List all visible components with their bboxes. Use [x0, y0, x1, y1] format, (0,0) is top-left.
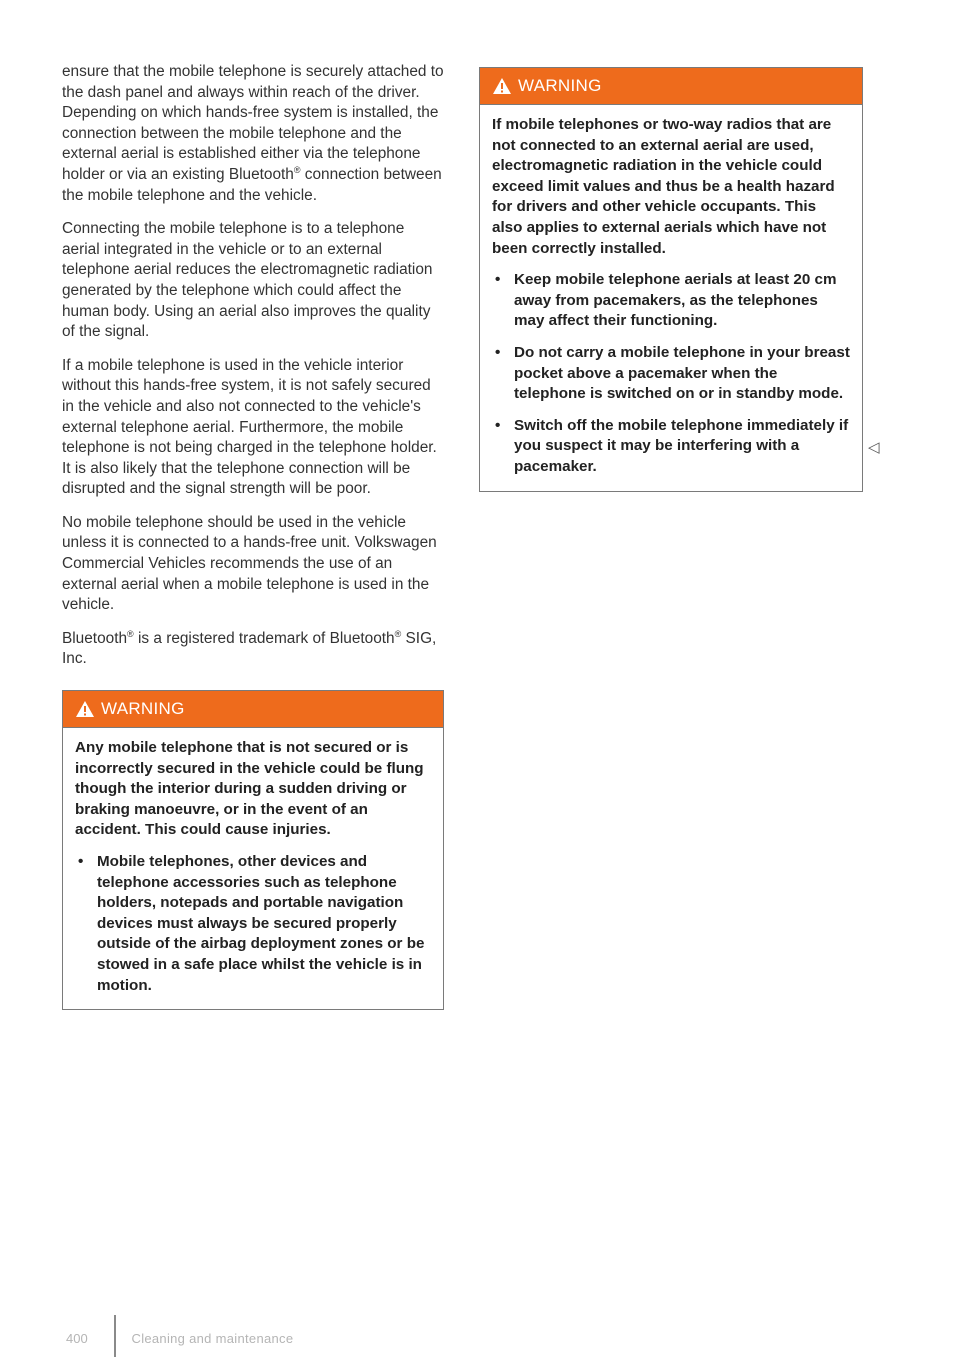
end-of-section-icon: ◁	[868, 439, 880, 456]
warning-body	[480, 105, 862, 491]
warning-header	[480, 68, 862, 105]
warning-box-left	[62, 690, 444, 1010]
paragraph-hands-free: ensure that the mobile telephone is securely attached to the dash panel and always within reach of the driver. Depending on which hands-free system is installed, the connection between the mobile telephone and the external aerial is established either via the telephone holder or via an existing Bluetooth® connection between the mobile telephone and the vehicle.	[62, 63, 444, 204]
section-title: Cleaning and maintenance	[131, 1331, 294, 1346]
warning-bullet: • Keep mobile telephone aerials at least 20 cm away from pacemakers, as the telephones may affect their functioning.	[495, 271, 837, 330]
paragraph-interior-use: If a mobile telephone is used in the vehicle interior without this hands-free system, it is not safely secured in the vehicle and also not connected to the vehicle's external telephone aerial. Furthermore, the mobile telephone is not being charged in the telephone holder. It is also likely that the telephone connection will be disrupted and the signal strength will be poor.	[62, 356, 437, 498]
warning-bullet: • Do not carry a mobile telephone in your breast pocket above a pacemaker when the telephone is switched on or in standby mode.	[495, 343, 850, 403]
right-column	[479, 67, 863, 492]
left-column	[62, 62, 444, 1010]
warning-body	[63, 728, 443, 1009]
warning-bullet: • Switch off the mobile telephone immediately if you suspect it may be interfering with a pacemaker.	[495, 416, 849, 475]
page-footer	[66, 1315, 293, 1357]
warning-intro: Any mobile telephone that is not secured or is incorrectly secured in the vehicle could be flung though the interior during a sudden driving or braking manoeuvre, or in the event of an accident. This could cause injuries.	[75, 739, 424, 839]
warning-box-right	[479, 67, 863, 492]
paragraph-trademark: Bluetooth® is a registered trademark of Bluetooth® SIG, Inc.	[62, 628, 437, 668]
paragraph-aerial: Connecting the mobile telephone is to a telephone aerial integrated in the vehicle or to an external telephone aerial reduces the electromagnetic radiation generated by the telephone which could affect the human body. Using an aerial also improves the quality of the signal.	[62, 220, 433, 341]
warning-triangle-icon	[492, 77, 512, 95]
warning-title: WARNING	[101, 699, 185, 719]
warning-header	[63, 691, 443, 728]
footer-divider	[114, 1315, 116, 1357]
warning-triangle-icon	[75, 700, 95, 718]
paragraph-recommendation: No mobile telephone should be used in the vehicle unless it is connected to a hands-free unit. Volkswagen Commercial Vehicles recommends the use of an external aerial when a mobile telephone is used in the vehicle.	[62, 513, 437, 614]
page-number: 400	[66, 1331, 88, 1346]
warning-intro: If mobile telephones or two-way radios that are not connected to an external aerial are used, electromagnetic radiation in the vehicle could exceed limit values and thus be a health hazard for drivers and other vehicle occupants. This also applies to external aerials which have not been correctly installed.	[492, 116, 835, 257]
warning-bullet: • Mobile telephones, other devices and telephone accessories such as telephone holders, notepads and portable navigation devices must always be secured properly outside of the airbag deployment zones or be stowed in a safe place whilst the vehicle is in motion.	[78, 853, 425, 994]
warning-title: WARNING	[518, 76, 602, 95]
